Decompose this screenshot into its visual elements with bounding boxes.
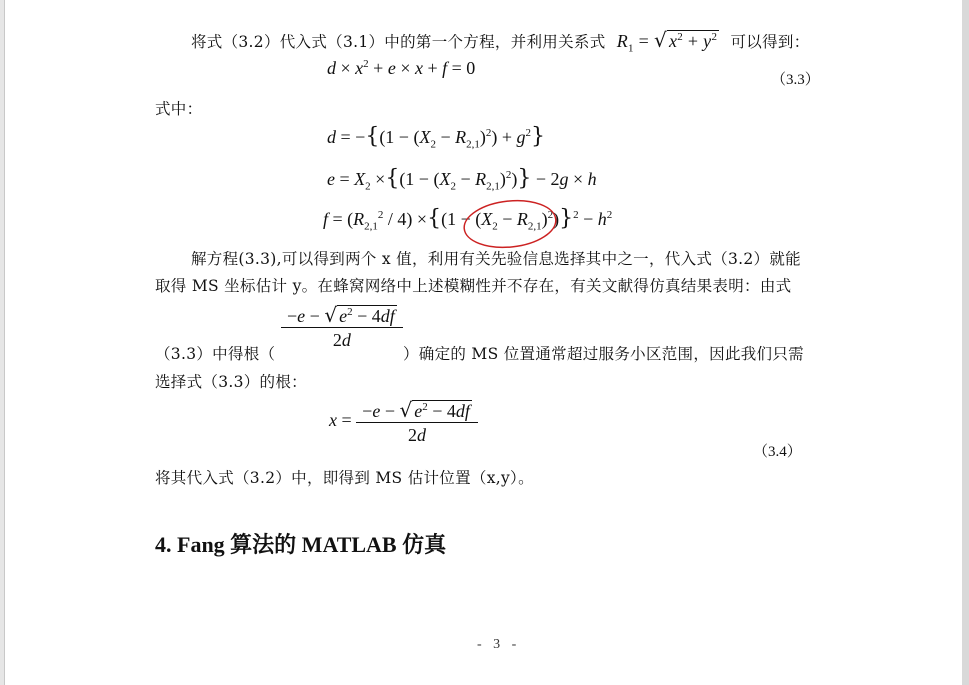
relation-formula: $R_1$ = √ $x^2 + y^2$	[616, 28, 718, 55]
vertical-scrollbar[interactable]	[962, 0, 969, 685]
paragraph-2-line-1: 解方程(3.3),可以得到两个 x 值，利用有关先验信息选择其中之一，代入式（3.2）就能	[191, 250, 801, 268]
equation-e: $e = X_2 \times\{(1 - (X_2 - R_{2,1})^2)\} - 2g \times h$	[327, 166, 597, 193]
paragraph-3-prefix: （3.3）中得根（	[155, 345, 276, 363]
paragraph-3-suffix: ）确定的 MS 位置通常超过服务小区范围，因此我们只需	[403, 345, 804, 363]
paragraph-1-text: 将式（3.2）代入式（3.1）中的第一个方程，并利用关系式	[191, 33, 606, 51]
page-number: - 3 -	[477, 637, 521, 652]
equation-number-3-3: （3.3）	[771, 72, 820, 88]
paragraph-4: 将其代入式（3.2）中，即得到 MS 估计位置（x,y）。	[155, 469, 534, 487]
equation-number-3-4: （3.4）	[753, 444, 802, 460]
equation-f: $f = (R_{2,1}^2 / 4) \times\{(1 - (X_2 - R_{2,1})^2)\}^2 - h^2$	[323, 206, 613, 233]
paragraph-1-tail: 可以得到：	[730, 33, 810, 51]
document-page	[4, 0, 967, 685]
paragraph-2-line-2: 取得 MS 坐标估计 y。在蜂窝网络中上述模糊性并不存在，有关文献得仿真结果表明：由式	[155, 277, 792, 295]
paragraph-1	[191, 28, 810, 55]
red-ellipse-annotation	[460, 198, 560, 250]
equation-3-3: $d \times x^2 + e \times x + f = 0$	[327, 58, 476, 78]
where-label: 式中：	[155, 100, 203, 118]
section-heading: 4. Fang 算法的 MATLAB 仿真	[155, 532, 447, 557]
equation-d: $d = -\{(1 - (X_2 - R_{2,1})^2) + g^2\}$	[327, 124, 546, 151]
paragraph-3-line-2: 选择式（3.3）的根：	[155, 373, 307, 391]
root-fraction-inline: $\frac{-e - √ e^2 - 4df}{2d}$	[281, 303, 403, 351]
equation-3-4: x = $\frac{-e - √ e^2 - 4df}{2d}$	[329, 398, 478, 446]
